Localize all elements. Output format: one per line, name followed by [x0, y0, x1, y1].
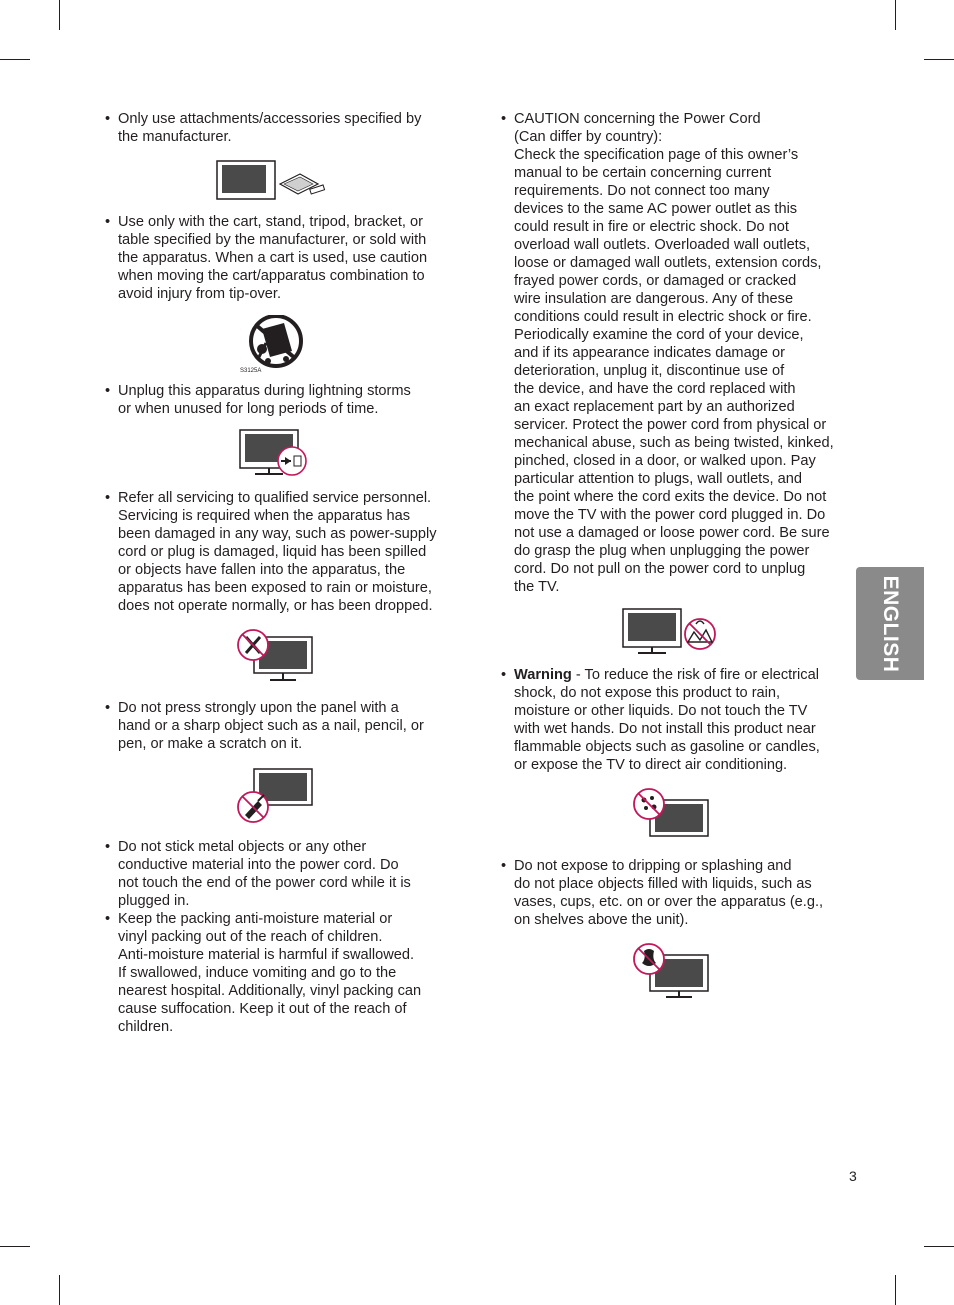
item-line: cord. Do not pull on the power cord to unplug	[514, 561, 806, 577]
no-moisture-icon	[632, 788, 710, 846]
bullet: •	[501, 111, 507, 127]
item-line: Use only with the cart, stand, tripod, bracket, or	[118, 214, 423, 230]
item-line: do not place objects filled with liquids, such as	[514, 876, 812, 892]
no-scratch-icon	[236, 767, 314, 825]
item-line: CAUTION concerning the Power Cord	[514, 111, 761, 127]
cart-figure-label: S3125A	[240, 368, 262, 374]
item-line: not touch the end of the power cord while it is	[118, 875, 411, 891]
no-repair-icon	[236, 629, 314, 689]
item-line: If swallowed, induce vomiting and go to the	[118, 965, 397, 981]
bullet: •	[501, 667, 507, 683]
warning-label: Warning	[514, 667, 572, 683]
tv-accessories-icon	[216, 160, 332, 206]
safety-item	[104, 213, 449, 303]
item-line: or objects have fallen into the apparatus, the	[118, 562, 406, 578]
item-line: cord or plug is damaged, liquid has been spilled	[118, 544, 427, 560]
item-line: wire insulation are dangerous. Any of these	[514, 291, 794, 307]
tv-unplug-icon	[239, 429, 311, 479]
item-line: flammable objects such as gasoline or candles,	[514, 739, 820, 755]
power-cord-figure	[500, 596, 845, 666]
no-vase-icon	[632, 943, 710, 1001]
crop-mark	[0, 59, 30, 60]
item-line: (Can differ by country):	[514, 129, 663, 145]
safety-item	[500, 666, 845, 774]
item-line: devices to the same AC power outlet as this	[514, 201, 798, 217]
item-line: Check the specification page of this owner’s	[514, 147, 799, 163]
safety-item	[104, 489, 449, 615]
item-line: vases, cups, etc. on or over the apparatus (e.g.,	[514, 894, 824, 910]
bullet: •	[105, 111, 111, 127]
left-column	[104, 110, 449, 1036]
item-line: particular attention to plugs, wall outlets, and	[514, 471, 802, 487]
crop-mark	[924, 1246, 954, 1247]
item-line: frayed power cords, or damaged or cracked	[514, 273, 797, 289]
item-line: loose or damaged wall outlets, extension cords,	[514, 255, 822, 271]
no-liquids-figure	[500, 929, 845, 1004]
item-line: mechanical abuse, such as being twisted, kinked,	[514, 435, 834, 451]
crop-mark	[924, 59, 954, 60]
safety-item	[104, 910, 449, 1036]
item-line: pinched, closed in a door, or walked upon. Pay	[514, 453, 816, 469]
item-line: been damaged in any way, such as power-supply	[118, 526, 437, 542]
item-line: an exact replacement part by an authorized	[514, 399, 795, 415]
item-line: shock, do not expose this product to rain,	[514, 685, 781, 701]
safety-item	[104, 110, 449, 146]
item-line: the point where the cord exits the device. Do not	[514, 489, 827, 505]
item-line: and if its appearance indicates damage or	[514, 345, 785, 361]
item-line: Unplug this apparatus during lightning storms	[118, 383, 411, 399]
item-line: Do not press strongly upon the panel with a	[118, 700, 399, 716]
item-line: when moving the cart/apparatus combination to	[118, 268, 425, 284]
item-line: overload wall outlets. Overloaded wall outlets,	[514, 237, 811, 253]
crop-mark	[895, 0, 896, 30]
bullet: •	[105, 383, 111, 399]
item-line: or expose the TV to direct air conditioning.	[514, 757, 788, 773]
no-damaged-cord-icon	[622, 608, 718, 658]
bullet: •	[105, 214, 111, 230]
item-line: Do not stick metal objects or any other	[118, 839, 367, 855]
language-tab-label: ENGLISH	[879, 575, 902, 672]
item-line: Do not expose to dripping or splashing and	[514, 858, 792, 874]
item-line: the manufacturer.	[118, 129, 232, 145]
right-column	[500, 110, 845, 1004]
safety-item	[500, 857, 845, 929]
item-line: Anti-moisture material is harmful if swallowed.	[118, 947, 415, 963]
item-line: Refer all servicing to qualified service personnel.	[118, 490, 432, 506]
item-line: apparatus has been exposed to rain or moisture,	[118, 580, 432, 596]
item-line: Only use attachments/accessories specified by	[118, 111, 422, 127]
item-line: table specified by the manufacturer, or sold with	[118, 232, 427, 248]
item-line: avoid injury from tip-over.	[118, 286, 282, 302]
item-line: children.	[118, 1019, 174, 1035]
item-line: manual to be certain concerning current	[514, 165, 772, 181]
item-line: not use a damaged or loose power cord. Be sure	[514, 525, 830, 541]
item-line: servicer. Protect the power cord from physical or	[514, 417, 827, 433]
item-line: requirements. Do not connect too many	[514, 183, 770, 199]
item-line: nearest hospital. Additionally, vinyl packing can	[118, 983, 422, 999]
item-line: cause suffocation. Keep it out of the reach of	[118, 1001, 407, 1017]
safety-item	[104, 838, 449, 910]
crop-mark	[59, 0, 60, 30]
unplug-figure	[104, 418, 449, 489]
item-line: conditions could result in electric shock or fire.	[514, 309, 812, 325]
item-line: moisture or other liquids. Do not touch the TV	[514, 703, 808, 719]
bullet: •	[105, 700, 111, 716]
language-tab	[856, 567, 924, 680]
page-number: 3	[849, 1168, 857, 1184]
item-line: plugged in.	[118, 893, 190, 909]
item-line: the TV.	[514, 579, 560, 595]
crop-mark	[895, 1275, 896, 1305]
safety-item	[104, 699, 449, 753]
item-line: hand or a sharp object such as a nail, pencil, or	[118, 718, 424, 734]
safety-item	[500, 110, 845, 596]
item-line: the apparatus. When a cart is used, use caution	[118, 250, 428, 266]
item-line: or when unused for long periods of time.	[118, 401, 379, 417]
item-line: - To reduce the risk of fire or electrical	[571, 667, 819, 683]
bullet: •	[105, 911, 111, 927]
crop-mark	[0, 1246, 30, 1247]
cart-tipover-warning-icon	[240, 315, 310, 375]
accessories-figure	[104, 146, 449, 213]
item-line: do grasp the plug when unplugging the power	[514, 543, 810, 559]
crop-mark	[59, 1275, 60, 1305]
item-line: the device, and have the cord replaced with	[514, 381, 796, 397]
bullet: •	[501, 858, 507, 874]
item-line: move the TV with the power cord plugged in. Do	[514, 507, 826, 523]
safety-item	[104, 382, 449, 418]
no-self-service-figure	[104, 615, 449, 699]
item-line: pen, or make a scratch on it.	[118, 736, 303, 752]
item-line: could result in fire or electric shock. Do not	[514, 219, 789, 235]
item-line: vinyl packing out of the reach of children.	[118, 929, 383, 945]
item-line: does not operate normally, or has been dropped.	[118, 598, 433, 614]
item-line: on shelves above the unit).	[514, 912, 689, 928]
item-line: Keep the packing anti-moisture material or	[118, 911, 393, 927]
item-line: conductive material into the power cord. Do	[118, 857, 399, 873]
no-sharp-object-figure	[104, 753, 449, 838]
item-line: with wet hands. Do not install this product near	[514, 721, 816, 737]
item-line: Periodically examine the cord of your device,	[514, 327, 804, 343]
cart-tipover-figure	[104, 303, 449, 382]
item-line: Servicing is required when the apparatus has	[118, 508, 411, 524]
bullet: •	[105, 839, 111, 855]
item-line: deterioration, unplug it, discontinue use of	[514, 363, 785, 379]
no-moisture-figure	[500, 774, 845, 857]
bullet: •	[105, 490, 111, 506]
